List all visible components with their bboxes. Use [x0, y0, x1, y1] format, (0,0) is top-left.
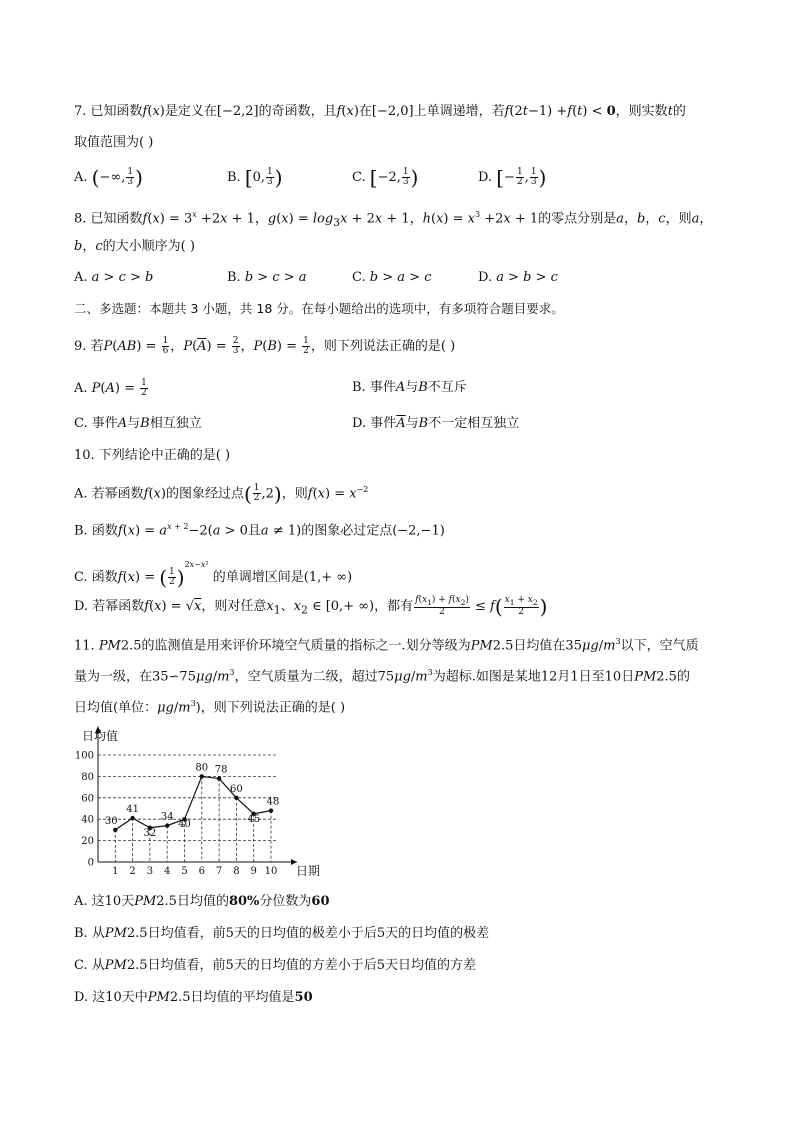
data-point [234, 796, 238, 800]
y-tick-label: 80 [81, 771, 94, 783]
q7-option-d[interactable]: D. [− $\frac{1}{2}$ , $\frac{1}{3}$ ) [478, 165, 547, 190]
data-point [200, 774, 204, 778]
q11-option-a[interactable]: A. 这10天PM2.5日均值的80%分位数为60 [74, 894, 330, 909]
q9-option-c[interactable]: C. 事件A与B相互独立 [74, 416, 202, 431]
q11-option-c[interactable]: C. 从PM2.5日均值看，前5天的日均值的方差小于后5天日均值的方差 [74, 958, 477, 973]
q11-option-b[interactable]: B. 从PM2.5日均值看，前5天的日均值的极差小于后5天的日均值的极差 [74, 926, 490, 941]
q8-option-c[interactable]: C. b > a > c [352, 270, 432, 285]
q11-option-d[interactable]: D. 这10天中PM2.5日均值的平均值是50 [74, 990, 313, 1005]
q10-option-a[interactable]: A. 若幂函数f(x)的图象经过点( $\frac{1}{2}$ ,2)，则$f(x) = x^{-2}$ [74, 481, 369, 506]
q11-stem-line3: 日均值(单位：$\mu g/m^3$)，则下列说法正确的是( ) [74, 699, 346, 716]
x-tick-label: 2 [129, 866, 136, 877]
q7-option-a[interactable]: A. (−∞, $\frac{1}{3}$ ) [74, 165, 143, 190]
data-label: 40 [178, 819, 191, 831]
q7-option-c[interactable]: C. [−2, $\frac{1}{3}$ ) [352, 165, 419, 190]
q10-option-d[interactable]: D. 若幂函数f(x) = √x，则对任意$x_1$、$x_2$ ∈ [0,+ ∞)，都有 $\frac{f(x_1) + f(x_2)}{2}$ ≤ f( $\frac{x_1 + x_2}{2}$ ) [74, 594, 548, 619]
data-label: 78 [214, 764, 228, 776]
data-point [217, 776, 221, 780]
q7-option-b[interactable]: B. [0, $\frac{1}{3}$ ) [227, 165, 283, 190]
data-label: 41 [126, 804, 139, 816]
pm25-line-chart [74, 722, 334, 880]
x-tick-label: 8 [233, 866, 240, 877]
x-tick-label: 3 [146, 866, 154, 877]
q8-stem-line2: b，c的大小顺序为( ) [74, 239, 195, 254]
q8-stem-line1: 8. 已知函数$f(x) = 3^x +2x + 1$，$g(x) = \log_3x + 2x + 1$，$h(x) = x^3 +2x + 1$的零点分别是a，b，c，则a， [74, 210, 713, 229]
q7-stem-line2: 取值范围为( ) [74, 135, 154, 150]
x-tick-label: 5 [181, 866, 188, 877]
q8-option-a[interactable]: A. a > c > b [74, 270, 154, 285]
q9-option-d[interactable]: D. 事件$\overline{A}$与B不一定相互独立 [352, 416, 520, 431]
y-tick-label: 100 [74, 750, 94, 762]
x-tick-label: 7 [215, 866, 223, 877]
data-point [165, 823, 169, 827]
q9-option-a[interactable]: A. P(A) = $\frac{1}{2}$ [74, 378, 147, 398]
y-tick-label: 20 [81, 836, 94, 848]
data-point [113, 828, 117, 832]
x-tick-label: 1 [112, 866, 119, 877]
data-label: 32 [143, 827, 157, 839]
q10-option-b[interactable]: B. 函数$f(x) = a^{x + 2}-2(a > 0$且a ≠ 1)的图象必过定点(−2,−1) [74, 522, 445, 539]
data-point [130, 816, 134, 820]
q10-stem: 10. 下列结论中正确的是( ) [74, 448, 231, 463]
data-label: 80 [195, 762, 209, 774]
data-label: 30 [104, 815, 118, 827]
data-label: 60 [230, 783, 243, 795]
q8-option-d[interactable]: D. a > b > c [478, 270, 558, 285]
y-tick-label: 40 [81, 814, 94, 826]
q9-stem: 9. 若P(AB) = $\frac{1}{6}$ ，$P(\overline{A})$ = $\frac{2}{3}$ ，P(B) = $\frac{1}{2}$ ，则下列说法正确的是( ) [74, 336, 456, 356]
data-label: 48 [266, 796, 280, 808]
q10-option-c[interactable]: C. 函数f(x) = ( $\frac{1}{2}$ )$^{2x-x^2}$ 的单调增区间是(1,+ ∞) [74, 560, 353, 590]
x-tick-label: 4 [164, 866, 171, 877]
x-tick-label: 10 [264, 866, 278, 877]
y-tick-label: 0 [87, 857, 94, 869]
section-heading-multiple-choice: 二、多选题：本题共 3 小题，共 18 分。在每小题给出的选项中，有多项符合题目要求。 [74, 301, 564, 316]
q11-stem-line1: 11. PM2.5的监测值是用来评价环境空气质量的指标之一.划分等级为PM2.5日均值在$35\mu g/m^3$以下，空气质 [74, 637, 699, 654]
data-label: 45 [247, 813, 261, 825]
q8-option-b[interactable]: B. b > c > a [227, 270, 307, 285]
x-tick-label: 6 [198, 866, 205, 877]
q11-stem-line2: 量为一级，在$35∽75\mu g/m^3$，空气质量为二级，超过$75\mu g/m^3$为超标.如图是某地12月1日至10日PM2.5的 [74, 668, 690, 685]
x-tick-label: 9 [250, 866, 257, 877]
y-tick-label: 60 [81, 793, 94, 805]
data-label: 34 [160, 811, 174, 823]
q9-option-b[interactable]: B. 事件A与B不互斥 [352, 380, 467, 395]
data-point [269, 808, 273, 812]
chart-x-axis-label: 日期 [296, 864, 321, 878]
q7-stem-line1: 7. 已知函数f(x)是定义在[−2,2]的奇函数，且f(x)在[−2,0]上单调递增，若f(2t−1) +f(t) < 0，则实数t的 [74, 104, 686, 119]
chart-y-axis-label: 日均值 [82, 729, 119, 743]
